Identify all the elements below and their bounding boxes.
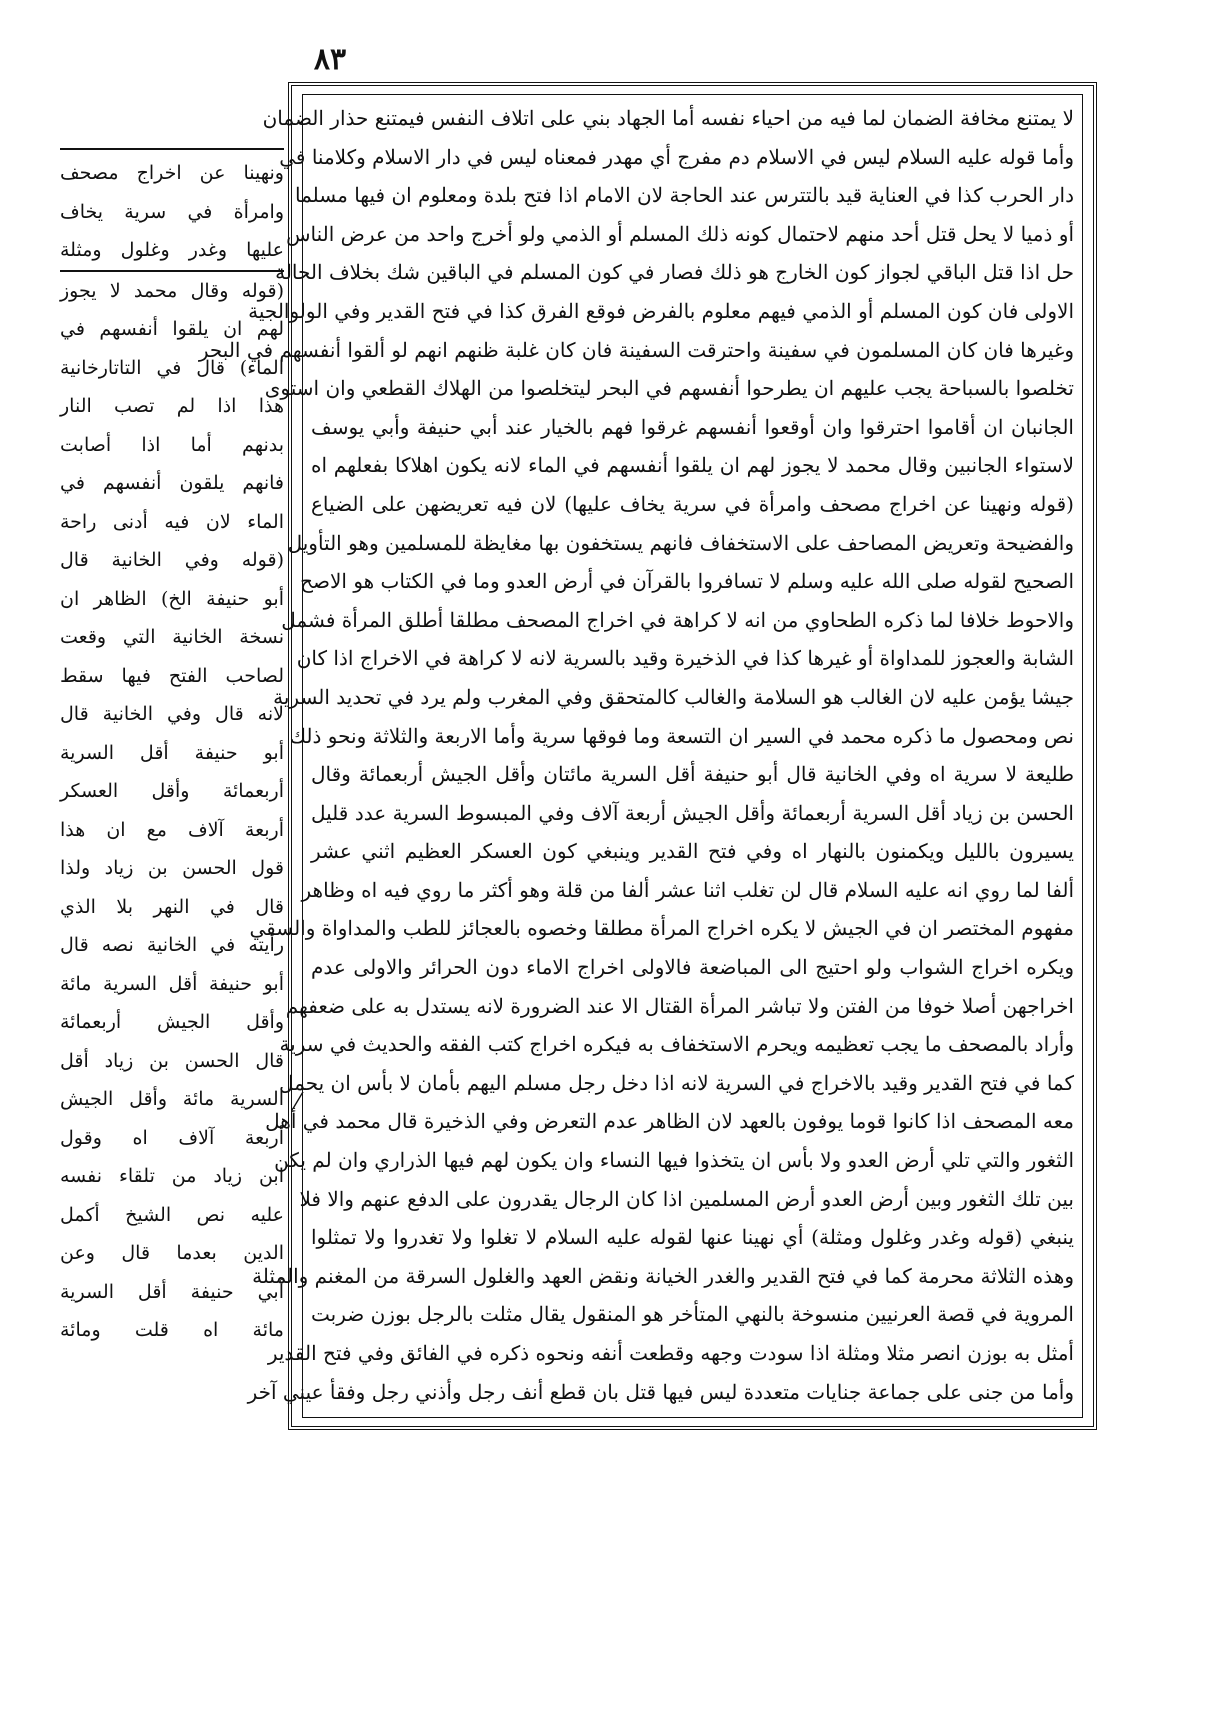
margin-text-line: لهم ان يلقوا أنفسهم في	[60, 318, 284, 340]
margin-text-line: عليها وغدر وغلول ومثلة	[60, 231, 284, 272]
main-text-line: وغيرها فان كان المسلمون في سفينة واحترقت السفينة فان كان غلبة ظنهم انهم لو ألقوا أنفسهم في البحر	[198, 337, 1074, 362]
main-text-line: كما في فتح القدير وقيد بالاخراج في السرية لانه اذا دخل رجل مسلم اليهم بأمان لا بأس ان يحمل	[278, 1070, 1074, 1095]
main-text-line: لاستواء الجانبين وقال محمد لا يجوز لهم ان يلقوا أنفسهم في الماء لانه يكون اهلاكا بفعلهم اه	[311, 453, 1074, 478]
margin-text-line: مائة اه قلت ومائة	[60, 1319, 284, 1341]
margin-text-line: رأيته في الخانية نصه قال	[60, 934, 284, 956]
margin-text-line: أربعة آلاف اه وقول	[60, 1126, 284, 1149]
main-text-line: ينبغي (قوله وغدر وغلول ومثلة) أي نهينا عنها لقوله عليه السلام لا تغلوا ولا تغدروا ولا تمثلوا	[311, 1225, 1074, 1250]
main-text-line: تخلصوا بالسباحة يجب عليهم ان يطرحوا أنفسهم في البحر ليتخلصوا من الهلاك القطعي وان استوى	[264, 376, 1074, 401]
main-text-line: الجانبان ان أقاموا احترقوا وان أوقعوا أنفسهم غرقوا فهم بالخيار عند أبي حنيفة وأبي يوسف	[311, 414, 1074, 439]
margin-text-line: لصاحب الفتح فيها سقط	[60, 664, 284, 687]
main-text-line: وهذه الثلاثة محرمة كما في فتح القدير والغدر الخيانة ونقض العهد والغلول السرقة من المغنم والمثلة	[252, 1263, 1074, 1288]
margin-text-line: بدنهم أما اذا أصابت	[60, 433, 284, 456]
main-text-line: مفهوم المختصر ان في الجيش لا يكره اخراج المرأة مطلقا وخصوه بالعجائز للطب والمداواة والسقي	[249, 916, 1074, 941]
margin-text-line: ونهينا عن اخراج مصحف	[60, 162, 284, 184]
main-text-line: يسيرون بالليل ويكمنون بالنهار اه وفي فتح القدير وينبغي كون العسكر العظيم اثني عشر	[311, 839, 1074, 864]
margin-text-line: (قوله وقال محمد لا يجوز	[60, 279, 284, 302]
margin-text-line: (قوله وفي الخانية قال	[60, 549, 284, 571]
margin-text-line: فانهم يلقون أنفسهم في	[60, 472, 284, 494]
main-text-line: معه المصحف اذا كانوا قوما يوفون بالعهد لان الظاهر عدم التعرض وفي الذخيرة قال محمد في أهل	[265, 1109, 1074, 1134]
margin-text-line: لانه قال وفي الخانية قال	[60, 703, 284, 725]
main-text-line: أمثل به بوزن انصر مثلا ومثلة اذا سودت وجهه وقطعت أنفه ونحوه ذكره في الفائق وفي فتح القدير	[267, 1341, 1074, 1365]
margin-notes-block	[60, 272, 284, 1350]
margin-text-line: نسخة الخانية التي وقعت	[60, 626, 284, 648]
margin-top-rule	[60, 148, 284, 150]
main-text-line: الحسن بن زياد أقل السرية أربعمائة وأقل الجيش أربعة آلاف وفي المبسوط السرية عدد قليل	[311, 800, 1074, 825]
main-text-line: والاحوط خلافا لما ذكره الطحاوي من انه لا كراهة في اخراج المصحف مطلقا أطلق المرأة فشمل	[281, 607, 1074, 632]
margin-text-line: وأقل الجيش أربعمائة	[60, 1011, 284, 1033]
margin-text-line: أربعة آلاف مع ان هذا	[60, 818, 284, 841]
main-text-line: الاولى فان كون المسلم أو الذمي فيهم معلوم بالفرض فوقع الفرق كذا في فتح القدير وفي الولوالجية	[248, 298, 1074, 323]
main-text-line: بين تلك الثغور وبين أرض العدو أرض المسلمين اذا كان الرجال يقدرون على الدفع عنهم والا فلا	[299, 1186, 1074, 1211]
main-text-block	[198, 99, 1074, 1413]
main-text-line: جيشا يؤمن عليه لان الغالب هو السلامة والغالب كالمتحقق وفي المغرب ولم يرد في تحديد السرية	[273, 684, 1074, 709]
main-text-line: الصحيح لقوله صلى الله عليه وسلم لا تسافروا بالقرآن في أرض العدو وما في الكتاب هو الاصح	[300, 569, 1074, 594]
margin-tick-mark: ⁄	[296, 1090, 300, 1115]
margin-text-line: الماء) قال في التاتارخانية	[60, 356, 284, 379]
main-text-line: (قوله ونهينا عن اخراج مصحف وامرأة في سرية يخاف عليها) لان فيه تعريضهن على الضياع	[311, 491, 1074, 516]
main-text-line: ويكره اخراج الشواب ولو احتيج الى المباضعة فالاولى اخراج الاماء دون الحرائر والاولى عدم	[311, 955, 1074, 980]
margin-text-line: أبو حنيفة أقل السرية مائة	[60, 972, 284, 995]
main-text-line: لا يمتنع مخافة الضمان لما فيه من احياء نفسه أما الجهاد بني على اتلاف النفس فيمتنع حذار الضمان	[262, 106, 1074, 130]
margin-text-line: أبو حنيفة أقل السرية	[60, 741, 284, 764]
main-text-line: دار الحرب كذا في العناية قيد بالتترس عند الحاجة لان الامام اذا فتح بلدة ومعلوم ان فيها مسلما	[295, 183, 1074, 208]
margin-text-line: وامرأة في سرية يخاف	[60, 200, 284, 223]
main-text-line: طليعة لا سرية اه وفي الخانية قال أبو حنيفة أقل السرية مائتان وأقل الجيش أربعمائة وقال	[311, 762, 1074, 787]
margin-text-line: عليه نص الشيخ أكمل	[60, 1203, 284, 1226]
margin-text-line: قال في النهر بلا الذي	[60, 895, 284, 918]
main-text-line: وأراد بالمصحف ما يجب تعظيمه ويحرم الاستخفاف به فيكره اخراج كتب الفقه والحديث في سرية	[279, 1032, 1074, 1057]
margin-text-line: أبي حنيفة أقل السرية	[60, 1280, 284, 1303]
main-text-line: والفضيحة وتعريض المصاحف على الاستخفاف فانهم يستخفون بها مغايظة للمسلمين وهو التأويل	[287, 530, 1074, 555]
main-text-line: الثغور والتي تلي أرض العدو ولا بأس ان يتخذوا فيها النساء وان يكون لهم فيها الذراري وان لم يكن	[274, 1148, 1074, 1173]
main-text-line: أو ذميا لا يحل قتل أحد منهم لاحتمال كونه ذلك المسلم أو الذمي ولو أخرج واحد من عرض الناس	[286, 221, 1074, 246]
main-text-frame	[198, 82, 1097, 1430]
main-text-line: المروية في قصة العرنيين منسوخة بالنهي المتأخر هو المنقول يقال مثلت بالرجل بوزن ضربت	[311, 1302, 1074, 1327]
margin-text-line: هذا اذا لم تصب النار	[60, 395, 284, 417]
margin-text-line: أربعمائة وأقل العسكر	[60, 780, 284, 802]
margin-text-line: قال الحسن بن زياد أقل	[60, 1049, 284, 1072]
margin-text-line: الدين بعدما قال وعن	[60, 1242, 284, 1264]
main-text-line: اخراجهن أصلا خوفا من الفتن ولا تباشر المرأة القتال الا عند الضرورة لانه يستدل به على ضعفهم	[285, 993, 1074, 1018]
margin-text-line: ابن زياد من تلقاء نفسه	[60, 1165, 284, 1187]
main-text-line: الشابة والعجوز للمداواة أو غيرها كذا في الذخيرة وقيد بالسرية لانه لا كراهة في الاخراج اذا كان	[296, 646, 1074, 671]
main-text-line: حل اذا قتل الباقي لجواز كون الخارج هو ذلك فصار في كون المسلم في الباقين شك بخلاف الحالة	[275, 260, 1074, 285]
page-number: ٨٣	[313, 42, 347, 77]
margin-text-line: الماء لان فيه أدنى راحة	[60, 510, 284, 533]
margin-heading-block	[60, 154, 284, 272]
main-text-line: وأما من جنى على جماعة جنايات متعددة ليس فيها قتل بان قطع أنف رجل وأذني رجل وفقأ عيني آخر	[247, 1379, 1074, 1404]
margin-text-line: قول الحسن بن زياد ولذا	[60, 857, 284, 879]
margin-text-line: السرية مائة وأقل الجيش	[60, 1088, 284, 1110]
main-text-line: ألفا لما روي انه عليه السلام قال لن تغلب اثنا عشر ألفا من قلة وهو أكثر ما روي فيه اه وظاهر	[301, 877, 1074, 902]
main-text-line: نص ومحصول ما ذكره محمد في السير ان التسعة وما فوقها سرية وأما الاربعة والثلاثة ونحو ذلك	[289, 723, 1074, 748]
main-text-line: وأما قوله عليه السلام ليس في الاسلام دم مفرج أي مهدر فمعناه ليس في دار الاسلام وكلامنا في	[279, 144, 1074, 169]
main-text-inner-border	[198, 94, 1083, 1418]
margin-text-line: أبو حنيفة الخ) الظاهر ان	[60, 587, 284, 610]
